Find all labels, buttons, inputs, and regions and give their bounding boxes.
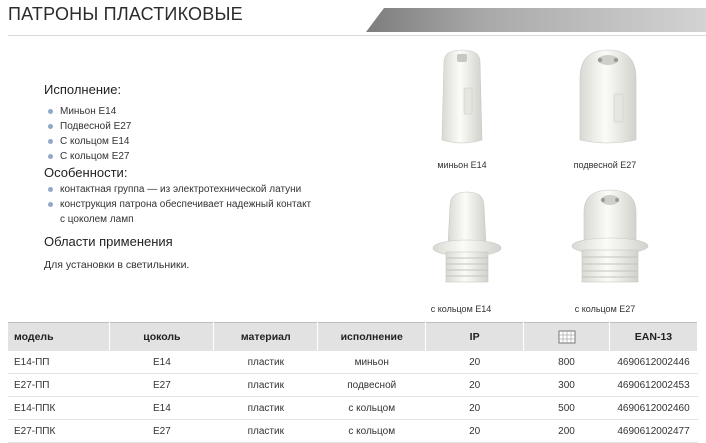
cell-model: E27-ППК [8,420,110,443]
list-item: контактная группа — из электротехнической латуни [48,182,311,197]
col-header-ean: EAN-13 [609,323,697,352]
cell-execution: с кольцом [318,420,426,443]
cell-ean: 4690612002460 [609,397,697,420]
page-title: ПАТРОНЫ ПЛАСТИКОВЫЕ [8,4,243,24]
col-header-ip: IP [426,323,524,352]
cell-execution: с кольцом [318,397,426,420]
col-header-execution: исполнение [318,323,426,352]
cell-ip: 20 [426,351,524,374]
holder-minion-e14-image [430,48,494,148]
caption-pendant-e27: подвесной E27 [573,160,637,170]
cell-model: E14-ППК [8,397,110,420]
bullet-icon [48,124,53,129]
cell-pack: 500 [524,397,610,420]
cell-model: E27-ПП [8,374,110,397]
execution-list [48,104,131,164]
caption-ring-e14: с кольцом E14 [430,304,492,314]
cell-material: пластик [214,420,318,443]
cell-base: E14 [110,397,214,420]
title-decor-bar [366,8,706,32]
application-heading: Области применения [44,234,173,249]
table-row [8,420,698,443]
caption-minion-e14: миньон E14 [437,160,487,170]
list-item: С кольцом E27 [48,149,131,164]
table-row [8,374,698,397]
cell-ip: 20 [426,420,524,443]
bullet-icon [48,154,53,159]
application-text: Для установки в светильники. [44,259,190,271]
execution-heading: Исполнение: [44,82,122,97]
holder-pendant-e27-image [570,48,646,148]
list-item: Подвесной E27 [48,119,131,134]
holder-ring-e27-image [562,186,658,290]
cell-base: E27 [110,374,214,397]
bullet-icon [48,202,53,207]
cell-ean: 4690612002453 [609,374,697,397]
cell-ean: 4690612002446 [609,351,697,374]
cell-base: E27 [110,420,214,443]
bullet-icon [48,109,53,114]
cell-pack: 200 [524,420,610,443]
cell-ip: 20 [426,397,524,420]
cell-execution: миньон [318,351,426,374]
features-list [48,182,311,227]
cell-execution: подвесной [318,374,426,397]
col-header-model: модель [8,323,110,352]
cell-pack: 300 [524,374,610,397]
cell-base: E14 [110,351,214,374]
cell-material: пластик [214,397,318,420]
cell-ean: 4690612002477 [609,420,697,443]
bullet-icon [48,187,53,192]
features-heading: Особенности: [44,165,128,180]
col-header-material: материал [214,323,318,352]
table-row [8,397,698,420]
box-quantity-icon [558,330,576,344]
table-header-row [8,323,698,352]
col-header-pack-quantity [524,323,610,352]
cell-model: E14-ПП [8,351,110,374]
bullet-icon [48,139,53,144]
specs-table [8,322,698,443]
holder-ring-e14-image [422,186,512,290]
cell-ip: 20 [426,374,524,397]
table-row [8,351,698,374]
cell-pack: 800 [524,351,610,374]
list-item: конструкция патрона обеспечивает надежный контакт [48,197,311,212]
caption-ring-e27: с кольцом E27 [574,304,636,314]
list-item: Миньон E14 [48,104,131,119]
col-header-base: цоколь [110,323,214,352]
list-item: С кольцом E14 [48,134,131,149]
cell-material: пластик [214,351,318,374]
header-divider [8,35,706,36]
list-item: с цоколем ламп [60,214,134,225]
cell-material: пластик [214,374,318,397]
